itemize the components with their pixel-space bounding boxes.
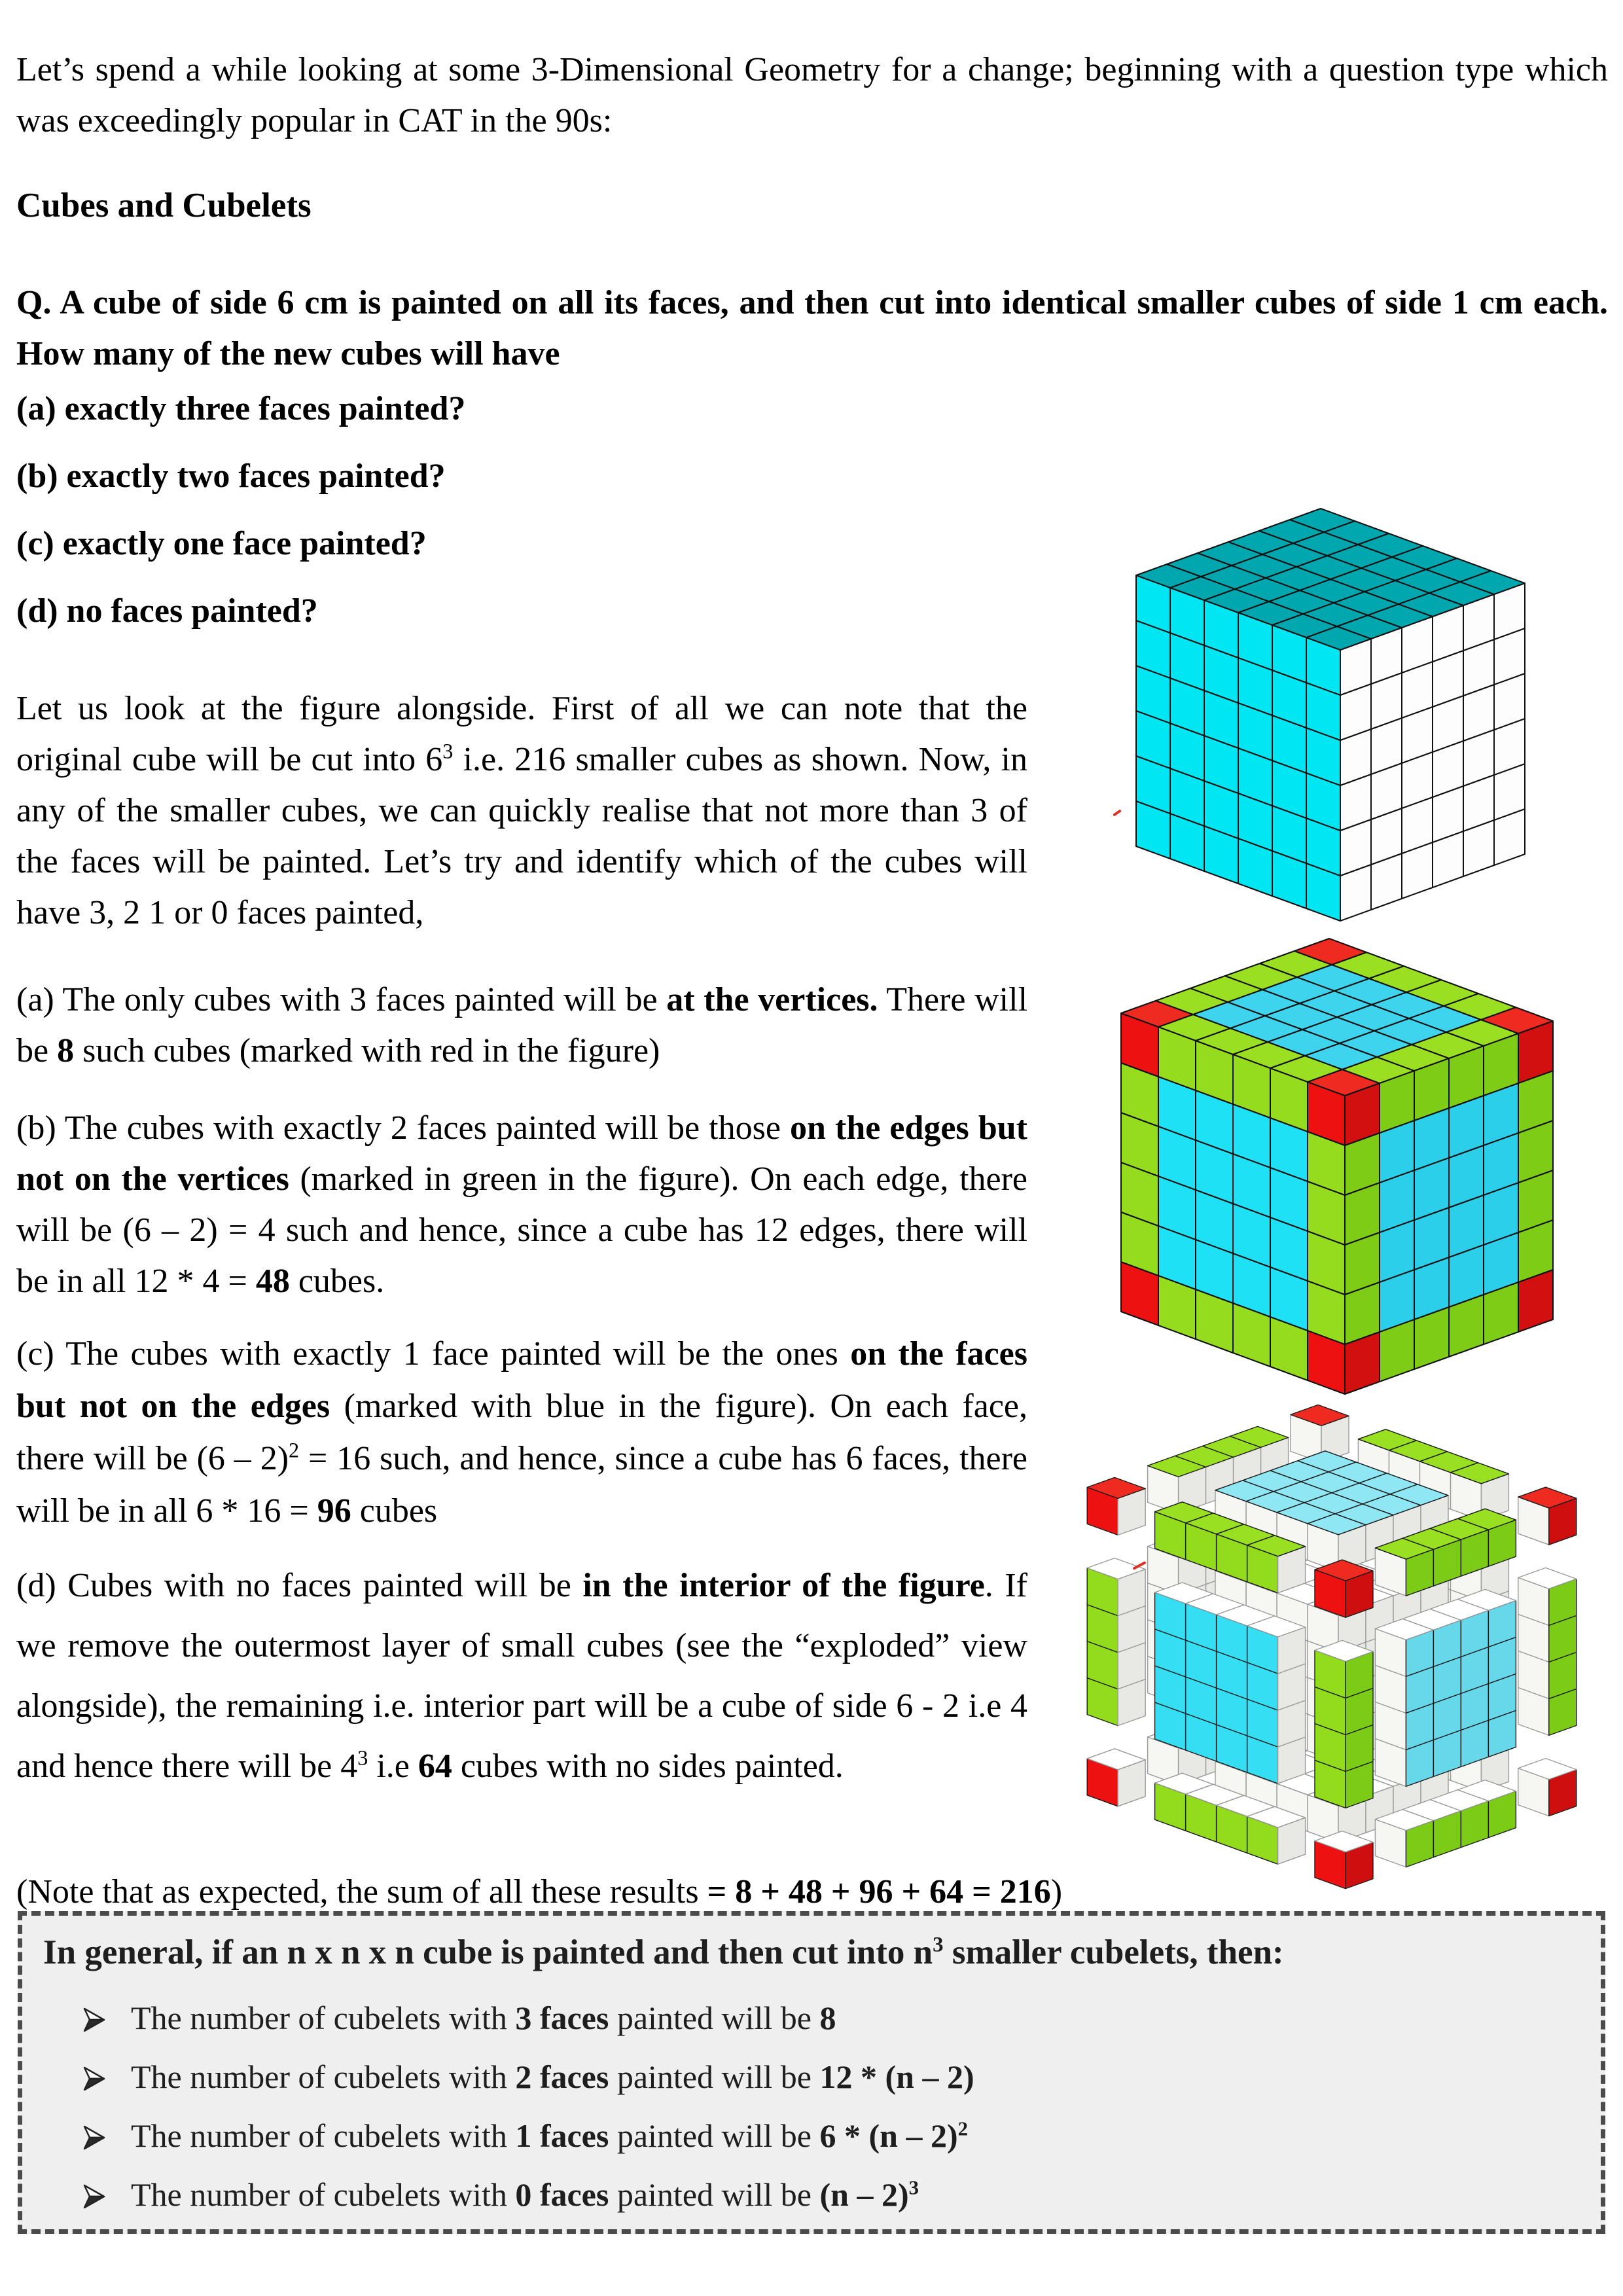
- answer-d-paragraph: [16, 1556, 1027, 1797]
- text-segment: 0 faces: [515, 2176, 609, 2213]
- stray-red-mark: [1113, 809, 1122, 816]
- text-segment: Let’s spend a while looking at some 3-Dimensional Geometry for a change; beginning with a question type which was exceedingly popular in CAT in the 90s:: [16, 51, 1608, 139]
- text-segment: (Note that as expected, the sum of all these results: [16, 1873, 707, 1910]
- summary-bullet-list: [22, 1988, 1601, 2224]
- text-segment: 96: [317, 1492, 351, 1530]
- text-segment: i.e. 216 smaller cubes as shown. Now, in any of the smaller cubes, we can quickly realise that not more than 3 of the faces will be painted. Let’s try and identify which of the cubes will have 3, 2 1 or 0 faces painted,: [16, 741, 1028, 931]
- answer-a-paragraph: [16, 975, 1027, 1077]
- text-segment: The number of cubelets with: [131, 2058, 516, 2095]
- summary-bullet: [82, 2047, 1581, 2106]
- arrow-bullet-icon: [82, 2123, 109, 2152]
- text-segment: painted will be: [609, 2117, 820, 2154]
- text-segment: 2: [289, 1438, 300, 1462]
- text-segment: 8: [57, 1032, 75, 1069]
- text-segment: = 16 such, and hence, since a cube has 6 faces, there will be in all 6 * 16 =: [16, 1440, 1028, 1530]
- sub-question-a: (a) exactly three faces painted?: [16, 390, 466, 427]
- text-segment: In general, if an n x n x n cube is painted and then cut into n: [43, 1933, 933, 1971]
- text-segment: painted will be: [609, 2000, 820, 2036]
- text-segment: painted will be: [609, 2176, 820, 2213]
- general-rule-summary-box: [18, 1911, 1605, 2234]
- text-segment: 8: [819, 2000, 836, 2036]
- summary-bullet-text: [131, 2000, 836, 2036]
- sub-question-c: (c) exactly one face painted?: [16, 525, 427, 562]
- text-segment: Q. A cube of side 6 cm is painted on all its faces, and then cut into identical smaller cubes of side 1 cm each. How many of the new cubes will have: [16, 284, 1608, 372]
- text-segment: (marked in green in the figure). On each edge, there will be (6 – 2) = 4 such and hence, since a cube has 12 edges, there will be in all 12 * 4 =: [16, 1160, 1027, 1300]
- intro-paragraph: [16, 45, 1608, 147]
- summary-bullet: [82, 2106, 1581, 2165]
- answer-c-paragraph: [16, 1328, 1027, 1537]
- text-segment: in the interior of the figure: [582, 1567, 985, 1604]
- text-segment: 3: [933, 1933, 944, 1957]
- text-segment: = 8 + 48 + 96 + 64 = 216: [707, 1873, 1051, 1910]
- text-segment: 1 faces: [515, 2117, 609, 2154]
- text-segment: (d) Cubes with no faces painted will be: [16, 1567, 583, 1604]
- arrow-bullet-icon: [82, 2005, 109, 2034]
- question-paragraph: [16, 278, 1608, 380]
- text-segment: 12 * (n – 2): [819, 2058, 974, 2095]
- text-segment: 3: [908, 2176, 919, 2199]
- summary-bullet-text: [131, 2058, 974, 2095]
- figure-classified-cube: [1113, 929, 1610, 1407]
- text-segment: on the faces but not on the edges: [16, 1335, 1027, 1425]
- text-segment: ): [1050, 1873, 1063, 1910]
- text-segment: The number of cubelets with: [131, 2117, 516, 2154]
- text-segment: cubes.: [289, 1263, 385, 1300]
- text-segment: 48: [255, 1263, 290, 1300]
- figure-exploded-cube: [1034, 1401, 1623, 1898]
- text-segment: . If we remove the outermost layer of small cubes (see the “exploded” view alongside), the remaining i.e. interior part will be a cube of side 6 - 2 i.e 4 and hence there will be 4: [16, 1567, 1027, 1785]
- text-segment: cubes with no sides painted.: [452, 1748, 844, 1785]
- figure-solid-painted-cube: [1124, 505, 1556, 931]
- text-segment: The number of cubelets with: [131, 2000, 516, 2036]
- text-segment: cubes: [351, 1492, 438, 1530]
- text-segment: (marked with blue in the figure). On each face, there will be (6 – 2): [16, 1388, 1027, 1477]
- text-segment: 3: [357, 1746, 368, 1770]
- text-segment: 3 faces: [515, 2000, 609, 2036]
- text-segment: at the vertices.: [666, 981, 878, 1018]
- text-segment: such cubes (marked with red in the figure): [74, 1032, 660, 1069]
- text-segment: (n – 2): [819, 2176, 909, 2213]
- text-segment: 2 faces: [515, 2058, 609, 2095]
- text-segment: 64: [418, 1748, 452, 1785]
- text-segment: Let us look at the figure alongside. First of all we can note that the original cube will be cut into 6: [16, 690, 1027, 778]
- text-segment: painted will be: [609, 2058, 820, 2095]
- text-segment: 2: [957, 2117, 969, 2140]
- text-segment: 6 * (n – 2): [819, 2117, 958, 2154]
- arrow-bullet-icon: [82, 2182, 109, 2211]
- text-segment: smaller cubelets, then:: [943, 1933, 1284, 1971]
- text-segment: (a) The only cubes with 3 faces painted will be: [16, 981, 667, 1018]
- sub-question-d: (d) no faces painted?: [16, 592, 318, 630]
- sub-question-b: (b) exactly two faces painted?: [16, 457, 446, 495]
- summary-box-title: [43, 1928, 1581, 1978]
- text-segment: 3: [442, 739, 454, 763]
- summary-bullet-text: [131, 2117, 968, 2154]
- summary-bullet: [82, 2165, 1581, 2224]
- summary-bullet: [82, 1988, 1581, 2047]
- text-segment: i.e: [368, 1748, 418, 1785]
- text-segment: (b) The cubes with exactly 2 faces painted will be those: [16, 1109, 791, 1147]
- arrow-bullet-icon: [82, 2064, 109, 2093]
- summary-bullet-text: [131, 2176, 919, 2213]
- text-segment: There will be: [16, 981, 1028, 1069]
- section-heading: Cubes and Cubelets: [16, 186, 312, 224]
- answer-b-paragraph: [16, 1103, 1027, 1307]
- text-segment: (c) The cubes with exactly 1 face painted will be the ones: [16, 1335, 851, 1372]
- text-segment: on the edges but not on the vertices: [16, 1109, 1027, 1198]
- solution-overview-paragraph: [16, 683, 1027, 939]
- text-segment: The number of cubelets with: [131, 2176, 516, 2213]
